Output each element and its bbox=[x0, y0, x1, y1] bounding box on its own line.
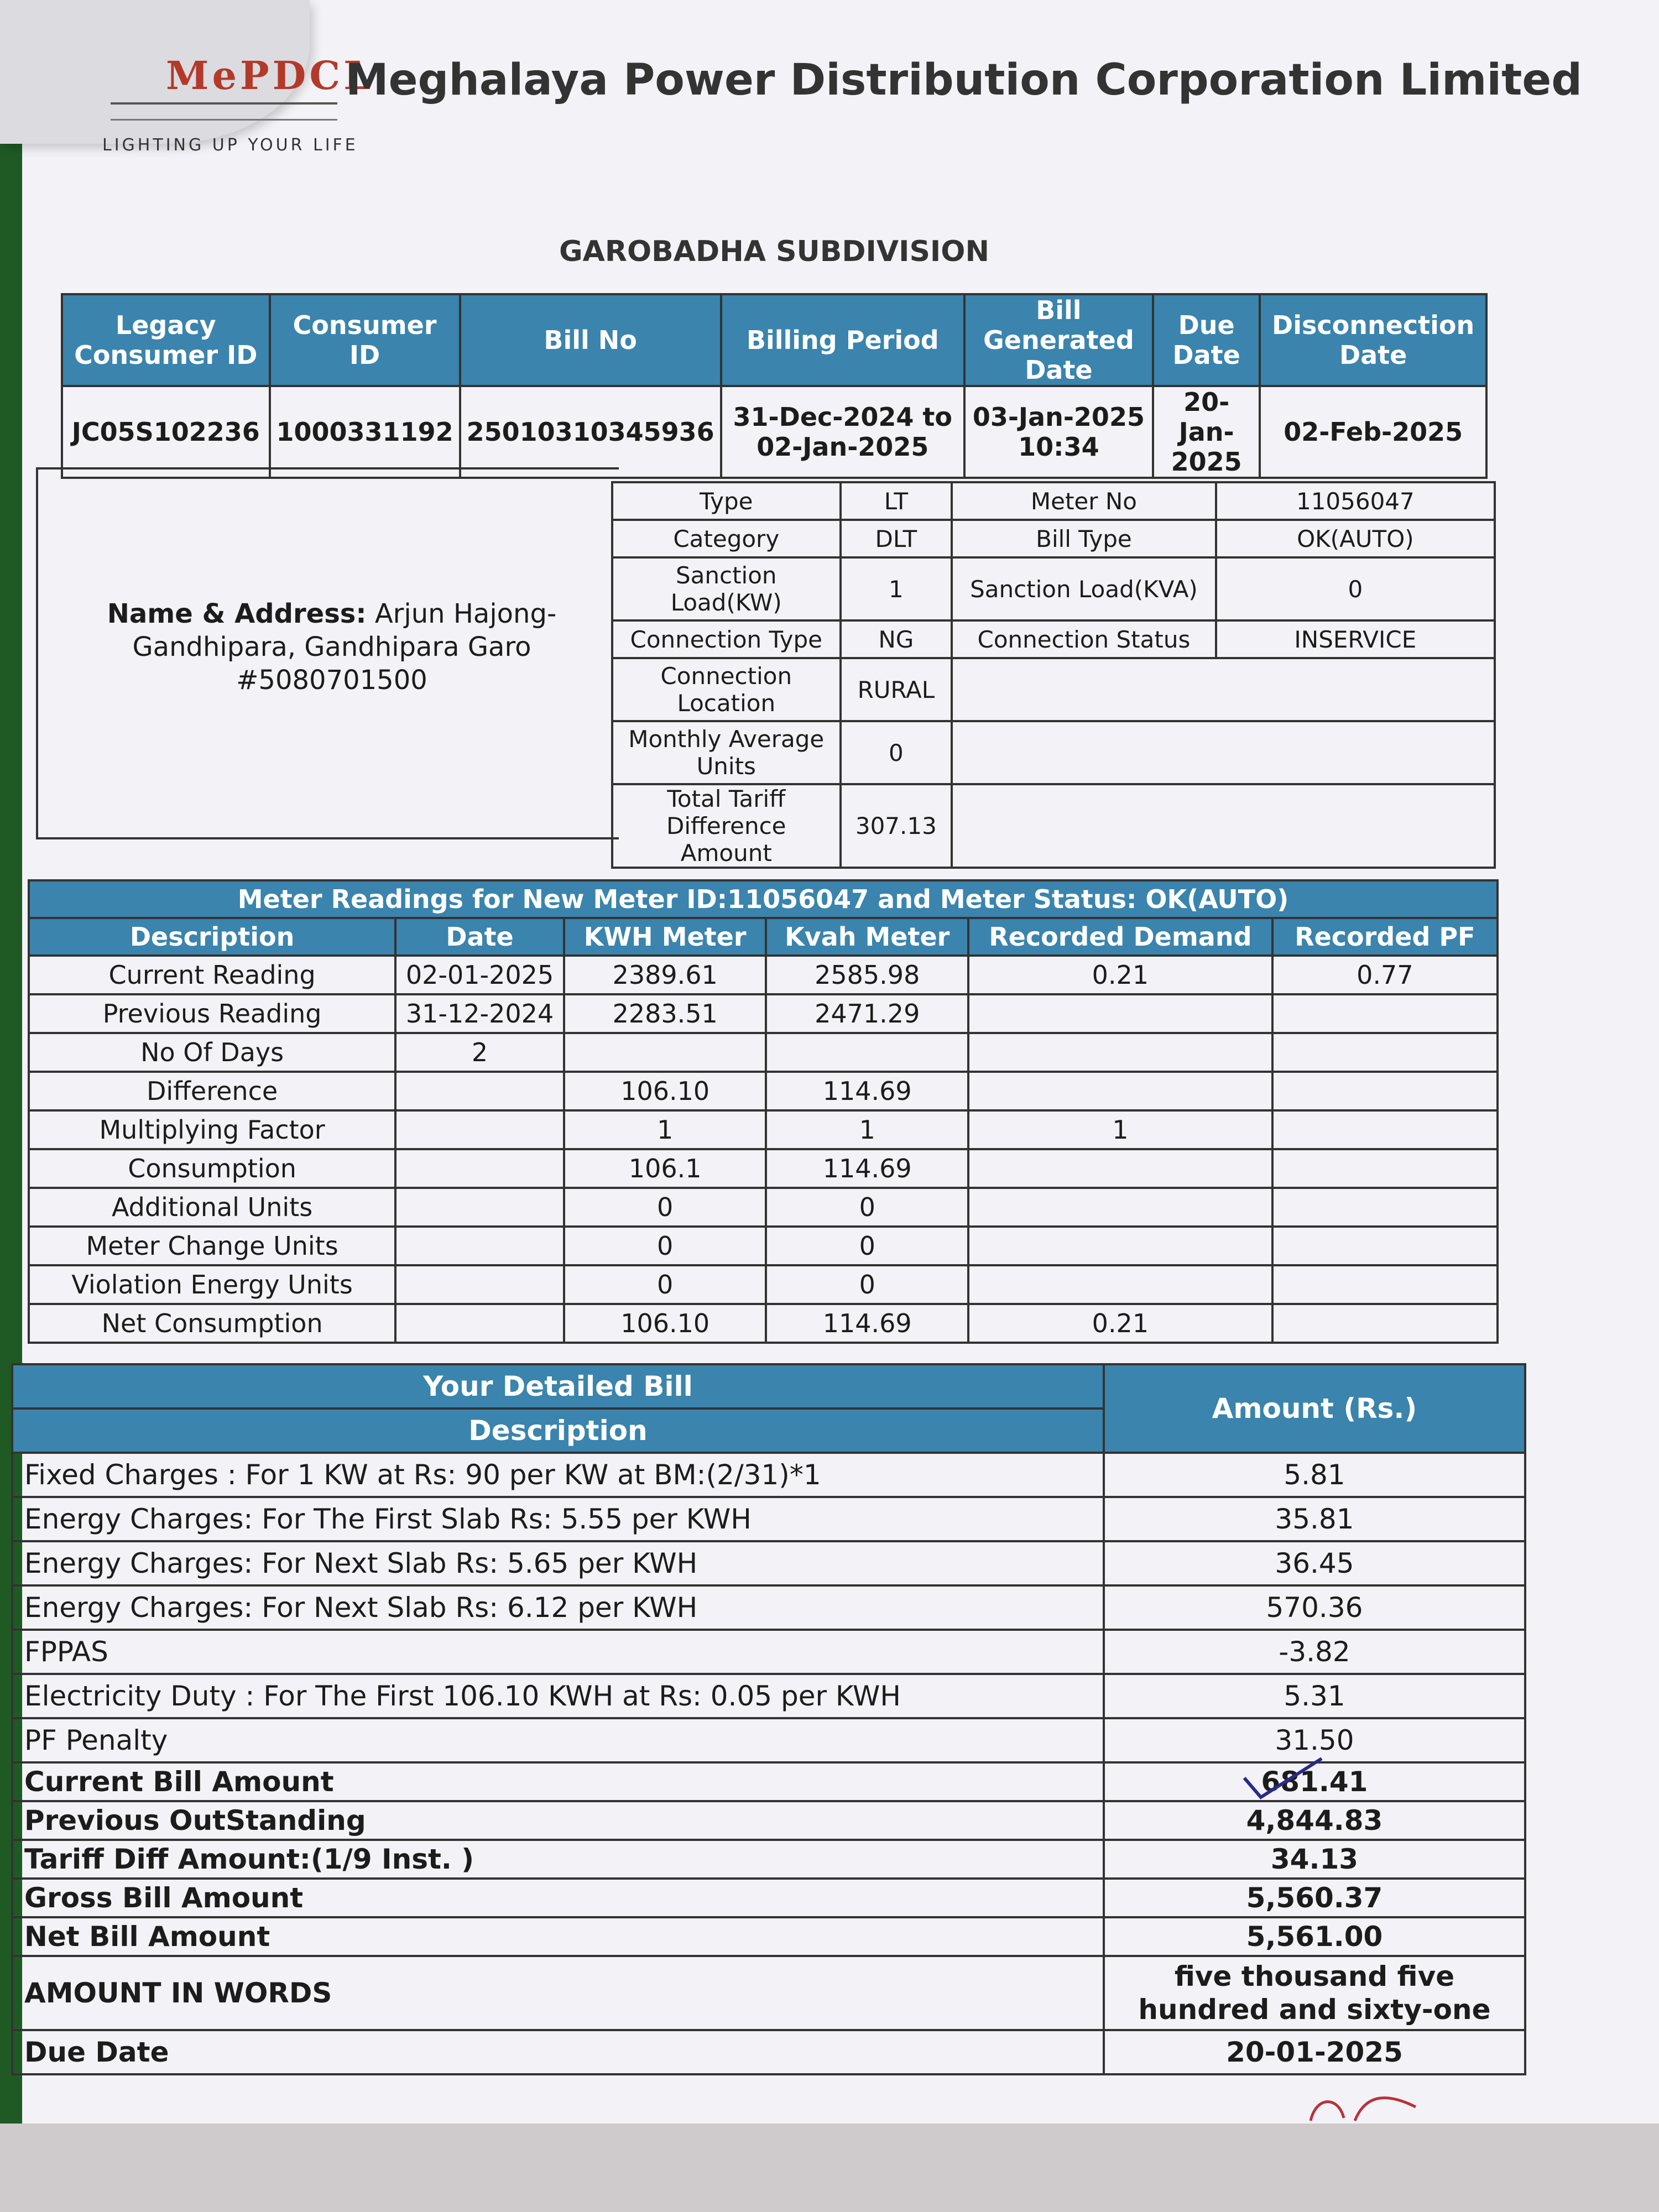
meter-cell bbox=[395, 1188, 564, 1227]
bill-summary-row bbox=[12, 1917, 1525, 1956]
meter-col-header: Date bbox=[395, 918, 564, 956]
bill-generated-value: 03-Jan-2025 10:34 bbox=[964, 386, 1153, 478]
amount-header: Amount (Rs.) bbox=[1104, 1364, 1525, 1453]
info-label: Monthly Average Units bbox=[612, 721, 841, 784]
logo-divider bbox=[111, 119, 337, 121]
meter-cell bbox=[1272, 1033, 1498, 1072]
summary-amount: 4,844.83 bbox=[1104, 1801, 1525, 1840]
meter-cell bbox=[1272, 1072, 1498, 1110]
meter-row-label: No Of Days bbox=[29, 1033, 395, 1072]
meter-cell: 114.69 bbox=[766, 1072, 968, 1110]
bill-summary-row bbox=[12, 1801, 1525, 1840]
name-address bbox=[61, 597, 603, 697]
summary-label: Net Bill Amount bbox=[12, 1917, 1104, 1956]
consumer-id-value: 1000331192 bbox=[270, 386, 460, 478]
info-value: RURAL bbox=[841, 658, 952, 721]
charge-amount: 570.36 bbox=[1104, 1585, 1525, 1630]
summary-label: Previous OutStanding bbox=[12, 1801, 1104, 1840]
charge-amount: -3.82 bbox=[1104, 1630, 1525, 1674]
info-label: Meter No bbox=[952, 482, 1216, 520]
amount-words-label: AMOUNT IN WORDS bbox=[12, 1956, 1104, 2030]
meter-cell: 1 bbox=[564, 1110, 766, 1149]
due-date-amount: 20-01-2025 bbox=[1104, 2030, 1525, 2074]
meter-col-header: Description bbox=[29, 918, 395, 956]
info-value: INSERVICE bbox=[1216, 620, 1495, 658]
summary-label: Current Bill Amount bbox=[12, 1762, 1104, 1801]
meter-cell: 1 bbox=[968, 1110, 1272, 1149]
meter-cell: 0 bbox=[766, 1188, 968, 1227]
meter-col-header: KWH Meter bbox=[564, 918, 766, 956]
col-due-date: Due Date bbox=[1153, 294, 1260, 386]
info-value: 307.13 bbox=[841, 784, 952, 868]
meter-cell: 106.10 bbox=[564, 1304, 766, 1343]
meter-cell: 0 bbox=[766, 1227, 968, 1265]
charge-amount: 35.81 bbox=[1104, 1497, 1525, 1541]
meter-cell bbox=[968, 1149, 1272, 1188]
bill-charge-row bbox=[12, 1541, 1525, 1585]
meter-row bbox=[29, 994, 1498, 1033]
tagline: LIGHTING UP YOUR LIFE bbox=[102, 135, 358, 155]
due-date-label: Due Date bbox=[12, 2030, 1104, 2074]
info-label: Connection Type bbox=[612, 620, 841, 658]
bill-summary-row bbox=[12, 1879, 1525, 1917]
summary-amount: 5,561.00 bbox=[1104, 1917, 1525, 1956]
info-label: Total Tariff Difference Amount bbox=[612, 784, 841, 868]
meter-cell: 2471.29 bbox=[766, 994, 968, 1033]
meter-cell: 31-12-2024 bbox=[395, 994, 564, 1033]
bill-charge-row bbox=[12, 1674, 1525, 1718]
meter-cell: 0 bbox=[564, 1188, 766, 1227]
charge-description: Energy Charges: For Next Slab Rs: 5.65 per KWH bbox=[12, 1541, 1104, 1585]
meter-row-label: Net Consumption bbox=[29, 1304, 395, 1343]
meter-cell bbox=[1272, 994, 1498, 1033]
meter-cell: 0 bbox=[766, 1265, 968, 1304]
meter-cell bbox=[968, 1188, 1272, 1227]
bill-charge-row bbox=[12, 1453, 1525, 1497]
charge-amount: 31.50 bbox=[1104, 1718, 1525, 1762]
summary-label: Tariff Diff Amount:(1/9 Inst. ) bbox=[12, 1840, 1104, 1879]
summary-amount: 34.13 bbox=[1104, 1840, 1525, 1879]
amount-words-value: five thousand five hundred and sixty-one bbox=[1104, 1956, 1525, 2030]
meter-cell bbox=[968, 1265, 1272, 1304]
info-value: NG bbox=[841, 620, 952, 658]
summary-label: Gross Bill Amount bbox=[12, 1879, 1104, 1917]
meter-cell: 2283.51 bbox=[564, 994, 766, 1033]
handwritten-mark bbox=[1305, 2090, 1427, 2124]
meter-row-label: Previous Reading bbox=[29, 994, 395, 1033]
meter-cell bbox=[1272, 1227, 1498, 1265]
meter-cell: 2585.98 bbox=[766, 956, 968, 994]
meter-cell bbox=[395, 1072, 564, 1110]
bill-summary-row bbox=[12, 1840, 1525, 1879]
meter-cell: 114.69 bbox=[766, 1304, 968, 1343]
meter-cell bbox=[1272, 1149, 1498, 1188]
meter-cell bbox=[766, 1033, 968, 1072]
summary-amount: 681.41 bbox=[1104, 1762, 1525, 1801]
charge-amount: 5.81 bbox=[1104, 1453, 1525, 1497]
meter-row-label: Multiplying Factor bbox=[29, 1110, 395, 1149]
connection-info-table bbox=[611, 481, 1496, 869]
detailed-bill-table bbox=[11, 1363, 1526, 2075]
meter-row-label: Meter Change Units bbox=[29, 1227, 395, 1265]
charge-description: PF Penalty bbox=[12, 1718, 1104, 1762]
meter-row bbox=[29, 1304, 1498, 1343]
meter-cell bbox=[1272, 1265, 1498, 1304]
info-label: Sanction Load(KW) bbox=[612, 557, 841, 620]
meter-cell: 106.10 bbox=[564, 1072, 766, 1110]
meter-cell: 0 bbox=[564, 1227, 766, 1265]
bill-header-table bbox=[61, 293, 1488, 479]
meter-title: Meter Readings for New Meter ID:11056047 and Meter Status: OK(AUTO) bbox=[29, 880, 1498, 918]
meter-readings-table bbox=[28, 879, 1499, 1344]
charge-description: Fixed Charges : For 1 KW at Rs: 90 per KW at BM:(2/31)*1 bbox=[12, 1453, 1104, 1497]
meter-cell: 2 bbox=[395, 1033, 564, 1072]
bill-charge-row bbox=[12, 1585, 1525, 1630]
background-surface bbox=[0, 2124, 1659, 2212]
info-value: 1 bbox=[841, 557, 952, 620]
meter-cell: 1 bbox=[766, 1110, 968, 1149]
check-mark-icon bbox=[1239, 1756, 1327, 1800]
meter-row-label: Additional Units bbox=[29, 1188, 395, 1227]
meter-col-header: Kvah Meter bbox=[766, 918, 968, 956]
address-line: #5080701500 bbox=[236, 665, 427, 696]
info-value: 0 bbox=[1216, 557, 1495, 620]
meter-row bbox=[29, 1265, 1498, 1304]
meter-row-label: Violation Energy Units bbox=[29, 1265, 395, 1304]
col-consumer-id: Consumer ID bbox=[270, 294, 460, 386]
meter-cell: 106.1 bbox=[564, 1149, 766, 1188]
charge-description: Electricity Duty : For The First 106.10 KWH at Rs: 0.05 per KWH bbox=[12, 1674, 1104, 1718]
logo-divider bbox=[111, 102, 337, 105]
charge-description: FPPAS bbox=[12, 1630, 1104, 1674]
company-name: Meghalaya Power Distribution Corporation Limited bbox=[346, 55, 1583, 105]
meter-row bbox=[29, 956, 1498, 994]
info-value: 0 bbox=[841, 721, 952, 784]
company-logo: MePDCL bbox=[166, 53, 374, 98]
col-legacy-id: Legacy Consumer ID bbox=[62, 294, 270, 386]
meter-cell: 114.69 bbox=[766, 1149, 968, 1188]
meter-cell: 0.77 bbox=[1272, 956, 1498, 994]
name-label: Name & Address: bbox=[107, 598, 367, 629]
info-value: OK(AUTO) bbox=[1216, 520, 1495, 557]
meter-cell: 2389.61 bbox=[564, 956, 766, 994]
due-date-value: 20-Jan-2025 bbox=[1153, 386, 1260, 478]
col-disconnection: Disconnection Date bbox=[1260, 294, 1486, 386]
info-value: LT bbox=[841, 482, 952, 520]
charge-amount: 5.31 bbox=[1104, 1674, 1525, 1718]
meter-row-label: Consumption bbox=[29, 1149, 395, 1188]
meter-cell bbox=[968, 1227, 1272, 1265]
info-label: Type bbox=[612, 482, 841, 520]
meter-cell bbox=[968, 1033, 1272, 1072]
info-empty bbox=[952, 784, 1495, 868]
address-line: Gandhipara, Gandhipara Garo bbox=[132, 632, 531, 662]
meter-row bbox=[29, 1188, 1498, 1227]
subdivision-title: GAROBADHA SUBDIVISION bbox=[559, 235, 990, 268]
meter-row bbox=[29, 1149, 1498, 1188]
description-header: Description bbox=[12, 1408, 1104, 1453]
info-label: Sanction Load(KVA) bbox=[952, 557, 1216, 620]
charge-description: Energy Charges: For Next Slab Rs: 6.12 per KWH bbox=[12, 1585, 1104, 1630]
meter-row bbox=[29, 1227, 1498, 1265]
meter-cell bbox=[968, 994, 1272, 1033]
col-bill-no: Bill No bbox=[460, 294, 721, 386]
meter-cell bbox=[395, 1304, 564, 1343]
info-value: DLT bbox=[841, 520, 952, 557]
bill-charge-row bbox=[12, 1497, 1525, 1541]
meter-cell: 0 bbox=[564, 1265, 766, 1304]
billing-period-value: 31-Dec-2024 to 02-Jan-2025 bbox=[721, 386, 964, 478]
meter-row bbox=[29, 1072, 1498, 1110]
meter-cell bbox=[1272, 1110, 1498, 1149]
meter-col-header: Recorded PF bbox=[1272, 918, 1498, 956]
info-label: Connection Location bbox=[612, 658, 841, 721]
meter-row bbox=[29, 1110, 1498, 1149]
info-label: Bill Type bbox=[952, 520, 1216, 557]
meter-cell bbox=[395, 1149, 564, 1188]
charge-amount: 36.45 bbox=[1104, 1541, 1525, 1585]
meter-cell bbox=[395, 1227, 564, 1265]
meter-row-label: Difference bbox=[29, 1072, 395, 1110]
meter-cell: 02-01-2025 bbox=[395, 956, 564, 994]
name-value: Arjun Hajong- bbox=[374, 598, 557, 629]
meter-row-label: Current Reading bbox=[29, 956, 395, 994]
col-billing-period: Billing Period bbox=[721, 294, 964, 386]
meter-cell: 0.21 bbox=[968, 1304, 1272, 1343]
meter-cell bbox=[1272, 1188, 1498, 1227]
info-label: Category bbox=[612, 520, 841, 557]
info-empty bbox=[952, 658, 1495, 721]
disconnection-value: 02-Feb-2025 bbox=[1260, 386, 1486, 478]
info-empty bbox=[952, 721, 1495, 784]
meter-cell bbox=[395, 1265, 564, 1304]
meter-row bbox=[29, 1033, 1498, 1072]
meter-cell bbox=[395, 1110, 564, 1149]
meter-cell bbox=[1272, 1304, 1498, 1343]
info-label: Connection Status bbox=[952, 620, 1216, 658]
meter-cell bbox=[968, 1072, 1272, 1110]
bill-title: Your Detailed Bill bbox=[12, 1364, 1104, 1408]
meter-col-header: Recorded Demand bbox=[968, 918, 1272, 956]
meter-cell bbox=[564, 1033, 766, 1072]
col-bill-generated: Bill Generated Date bbox=[964, 294, 1153, 386]
meter-cell: 0.21 bbox=[968, 956, 1272, 994]
bill-charge-row bbox=[12, 1630, 1525, 1674]
info-value: 11056047 bbox=[1216, 482, 1495, 520]
bill-no-value: 25010310345936 bbox=[460, 386, 721, 478]
charge-description: Energy Charges: For The First Slab Rs: 5.55 per KWH bbox=[12, 1497, 1104, 1541]
summary-amount: 5,560.37 bbox=[1104, 1879, 1525, 1917]
legacy-id-value: JC05S102236 bbox=[62, 386, 270, 478]
